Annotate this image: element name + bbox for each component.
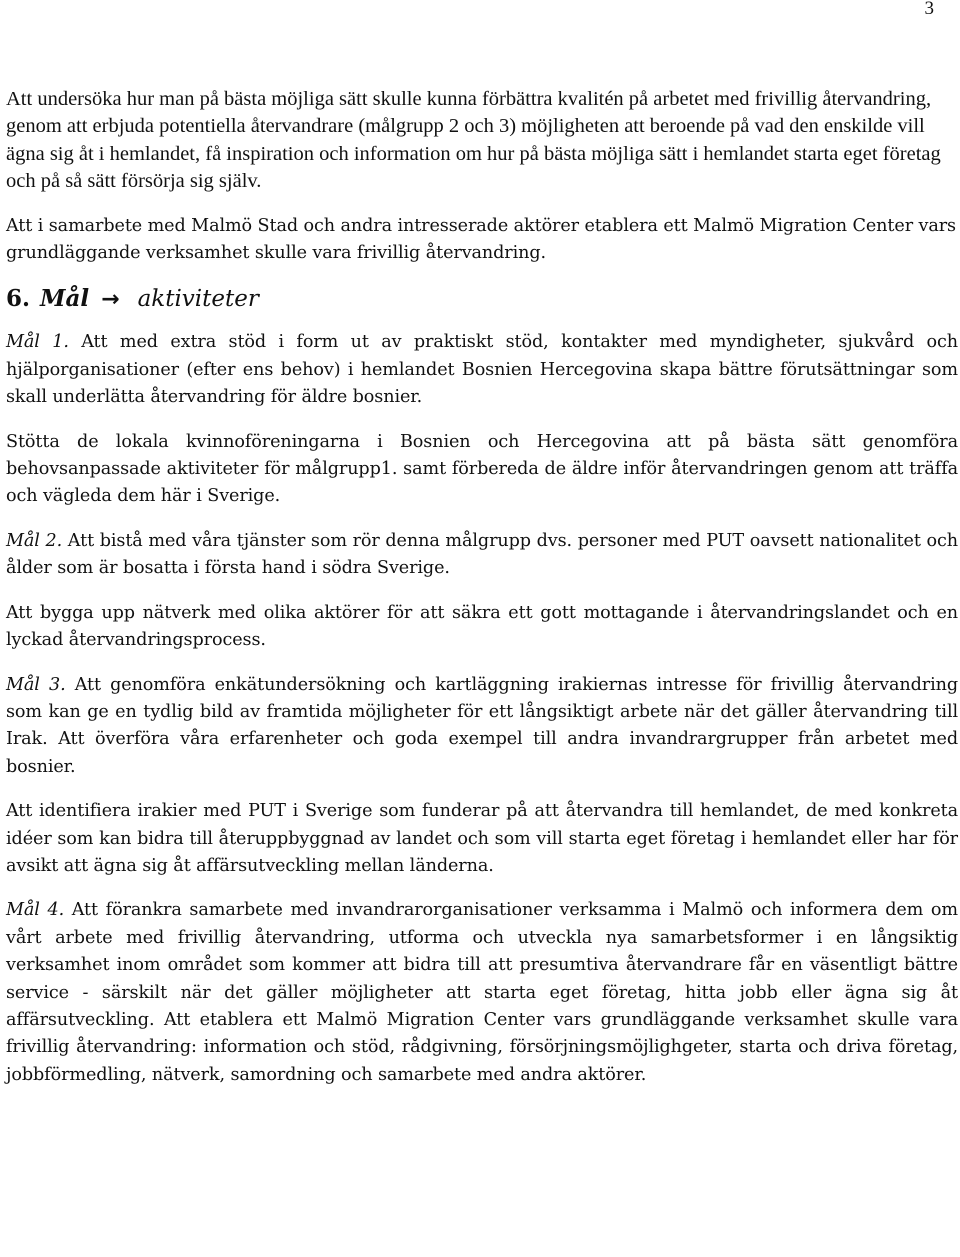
section-heading <box>6 284 958 315</box>
goal-2-paragraph <box>6 528 958 583</box>
document-body <box>6 86 958 1106</box>
goal-4-paragraph <box>6 897 958 1089</box>
goal-2-label: Mål 2. <box>6 530 63 551</box>
goal-1-paragraph-2: Stötta de lokala kvinnoföreningarna i Bosnien och Hercegovina att på bästa sätt genomföra behovsanpassade aktiviteter för målgrupp1. samt förbereda de äldre inför återvandringen genom att träffa och vägleda dem här i Sverige. <box>6 431 958 507</box>
section-number: 6. <box>6 285 31 313</box>
goal-4-label: Mål 4. <box>6 900 65 921</box>
goal-3-paragraph <box>6 672 958 782</box>
goal-2-text: Att bistå med våra tjänster som rör denna målgrupp dvs. personer med PUT oavsett nationalitet och ålder som är bosatta i första hand i södra Sverige. <box>6 530 958 579</box>
goal-4-text: Att förankra samarbete med invandrarorganisationer verksamma i Malmö och informera dem om vårt arbete med frivillig återvandring, utforma och utveckla nya samarbetsformer i en långsiktig verksamhet inom området som kommer att bidra till att presumtiva återvandrare får en väsentligt bättre service - särskilt när det gäller möjligheter att starta eget företag, hitta jobb eller ägna sig åt affärsutveckling. Att etablera ett Malmö Migration Center vars grundläggande verksamhet skulle vara frivillig återvandring: information och stöd, rådgivning, försörjningsmöjlighgeter, starta och driva företag, jobbförmedling, nätverk, samordning och samarbete med andra aktörer. <box>6 900 958 1085</box>
page-number: 3 <box>924 0 934 19</box>
goal-1-text: Att med extra stöd i form ut av praktiskt stöd, kontakter med myndigheter, sjukvård och hjälporganisationer (efter ens behov) i hemlandet Bosnien Hercegovina skapa bättre förutsättningar som skall underlätta återvandring för äldre bosnier. <box>6 332 958 408</box>
arrow-right-icon: → <box>101 287 120 313</box>
goal-1-label: Mål 1. <box>6 332 69 353</box>
intro-paragraph-2: Att i samarbete med Malmö Stad och andra intresserade aktörer etablera ett Malmö Migration Center vars grundläggande verksamhet skulle vara frivillig återvandring. <box>6 215 956 264</box>
section-mal-label: Mål <box>40 285 90 313</box>
goal-3-text: Att genomföra enkätundersökning och kartläggning irakiernas intresse för frivillig återvandring som kan ge en tydlig bild av framtida möjligheter för ett långsiktigt arbete när det gäller återvandring till Irak. Att överföra våra erfarenheter och goda exempel till andra invandrargrupper från arbetet med bosnier. <box>6 674 958 777</box>
goal-1-paragraph <box>6 329 958 411</box>
goal-2-paragraph-2: Att bygga upp nätverk med olika aktörer för att säkra ett gott mottagande i återvandringslandet och en lyckad återvandringsprocess. <box>6 602 958 651</box>
goal-3-paragraph-2: Att identifiera irakier med PUT i Sverige som funderar på att återvandra till hemlandet, de med konkreta idéer som kan bidra till återuppbyggnad av landet och som vill starta eget företag i hemlandet eller har för avsikt att ägna sig åt affärsutveckling mellan länderna. <box>6 801 958 876</box>
section-activities-label: aktiviteter <box>137 286 259 313</box>
goal-3-label: Mål 3. <box>6 674 66 695</box>
intro-paragraph-1: Att undersöka hur man på bästa möjliga sätt skulle kunna förbättra kvalitén på arbetet med frivillig återvandring, genom att erbjuda potentiella återvandrare (målgrupp 2 och 3) möjligheten att beroende på vad den enskilde vill ägna sig åt i hemlandet, få inspiration och information om hur på bästa möjliga sätt i hemlandet starta eget företag och på så sätt försörja sig själv. <box>6 88 941 193</box>
